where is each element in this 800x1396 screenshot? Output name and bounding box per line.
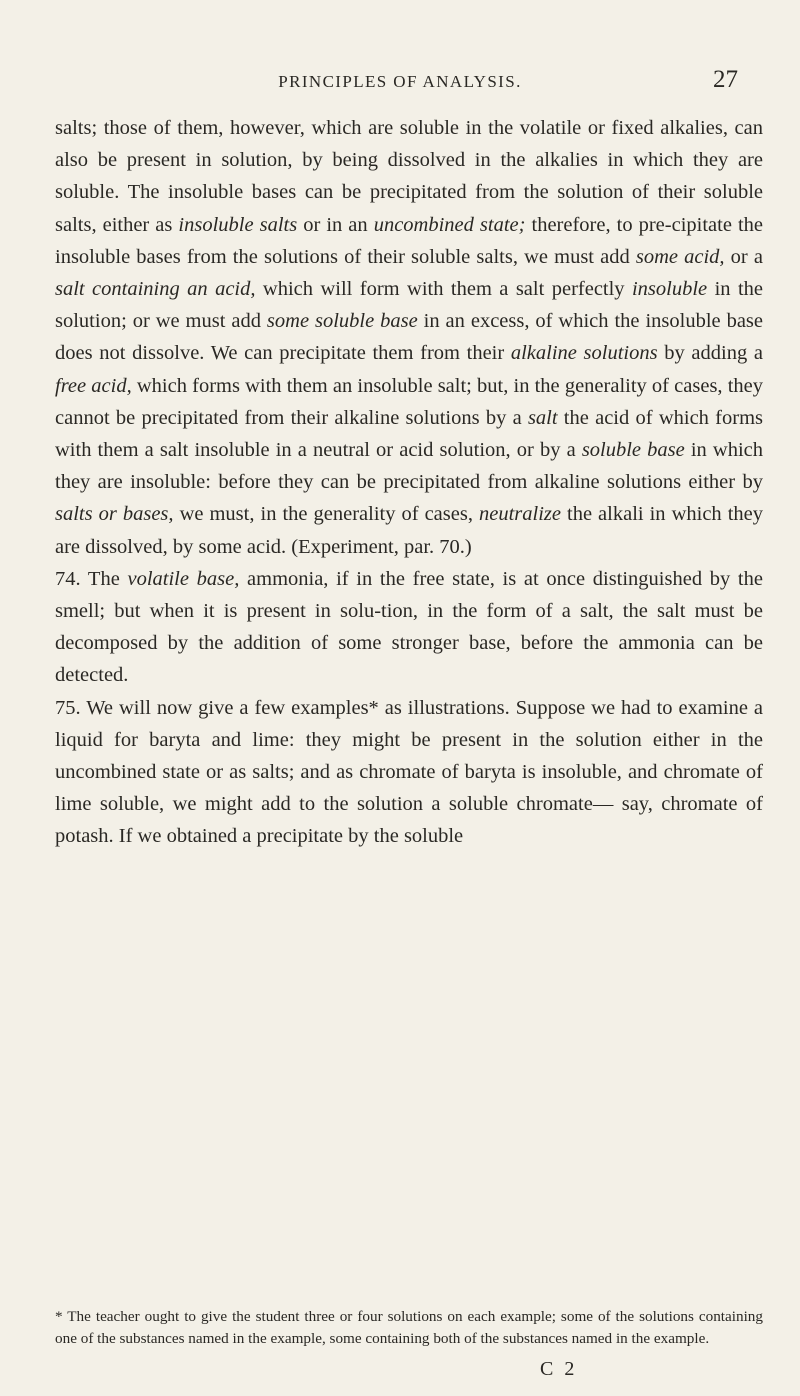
- text-run: in an excess, of which the insoluble base does not dissolve. We can precipitate them from their: [55, 310, 763, 365]
- paragraph-74: [55, 563, 763, 692]
- body-text: [55, 112, 763, 853]
- italic-text: insoluble: [631, 278, 708, 301]
- text-run: ammonia, if in the free state, is at once distinguished by the smell; but when it is present in solu-tion, in the form of a salt, the salt must be decomposed by the addition of some stronger base, before the ammonia can be detected.: [55, 567, 763, 687]
- paragraph-75: [55, 692, 763, 853]
- italic-text: free acid,: [55, 374, 132, 397]
- text-run: therefore, to pre-cipitate the insoluble bases from the solutions of their soluble salts, we must add: [55, 213, 763, 268]
- text-run: 75. We will now give a few examples* as illustrations. Suppose we had to examine a liquid for baryta and lime: they might be present in the solution either in the uncombined state or as salts; and as chromate of baryta is insoluble, and chromate of lime soluble, we might add to the solution a soluble chromate— say, chromate of potash. If we obtained a precipitate by the soluble: [55, 696, 763, 848]
- italic-text: insoluble salts: [178, 213, 298, 236]
- italic-text: salt containing an acid,: [55, 278, 256, 301]
- italic-text: neutralize: [478, 503, 561, 526]
- signature-mark: C 2: [540, 1358, 578, 1380]
- paragraph-continuation: [55, 112, 763, 563]
- text-run: the acid of which forms with them a salt insoluble in a neutral or acid solution, or by a: [55, 406, 763, 462]
- italic-text: soluble base: [581, 439, 685, 462]
- text-run: which forms with them an insoluble salt; but, in the generality of cases, they cannot be precipitated from their alkaline solutions by a: [55, 374, 764, 429]
- text-run: 74. The: [55, 567, 128, 590]
- page-number: 27: [713, 66, 738, 93]
- text-run: the alkali in which they are dissolved, by some acid. (Experiment, par. 70.): [55, 503, 763, 558]
- page-header: [0, 66, 800, 106]
- italic-text: alkaline solutions: [510, 342, 658, 365]
- italic-text: some soluble base: [266, 310, 418, 333]
- text-run: in the solution; or we must add: [55, 278, 763, 333]
- italic-text: some acid,: [635, 245, 725, 268]
- italic-text: salts or bases,: [55, 503, 174, 526]
- footnote: * The teacher ought to give the student three or four solutions on each example; some of the solutions containing one of the substances named in the example, some containing both of the substances named in the example.: [55, 1308, 763, 1347]
- text-run: or a: [724, 245, 763, 268]
- italic-text: volatile base,: [127, 567, 240, 590]
- text-run: salts; those of them, however, which are soluble in the volatile or fixed alkalies, can also be present in solution, by being dissolved in the alkalies in which they are soluble. The insoluble bases can be precipitated from the solution of their soluble salts, either as: [55, 117, 763, 236]
- text-run: which will form with them a salt perfectly: [255, 278, 632, 301]
- italic-text: salt: [527, 406, 558, 429]
- text-run: we must, in the generality of cases,: [173, 503, 479, 526]
- running-head: PRINCIPLES OF ANALYSIS.: [278, 72, 522, 91]
- text-run: by adding a: [657, 342, 763, 365]
- text-run: in which they are insoluble: before they can be precipitated from alkaline solutions either by: [55, 439, 764, 494]
- italic-text: uncombined state;: [373, 213, 526, 236]
- text-run: or in an: [297, 213, 374, 236]
